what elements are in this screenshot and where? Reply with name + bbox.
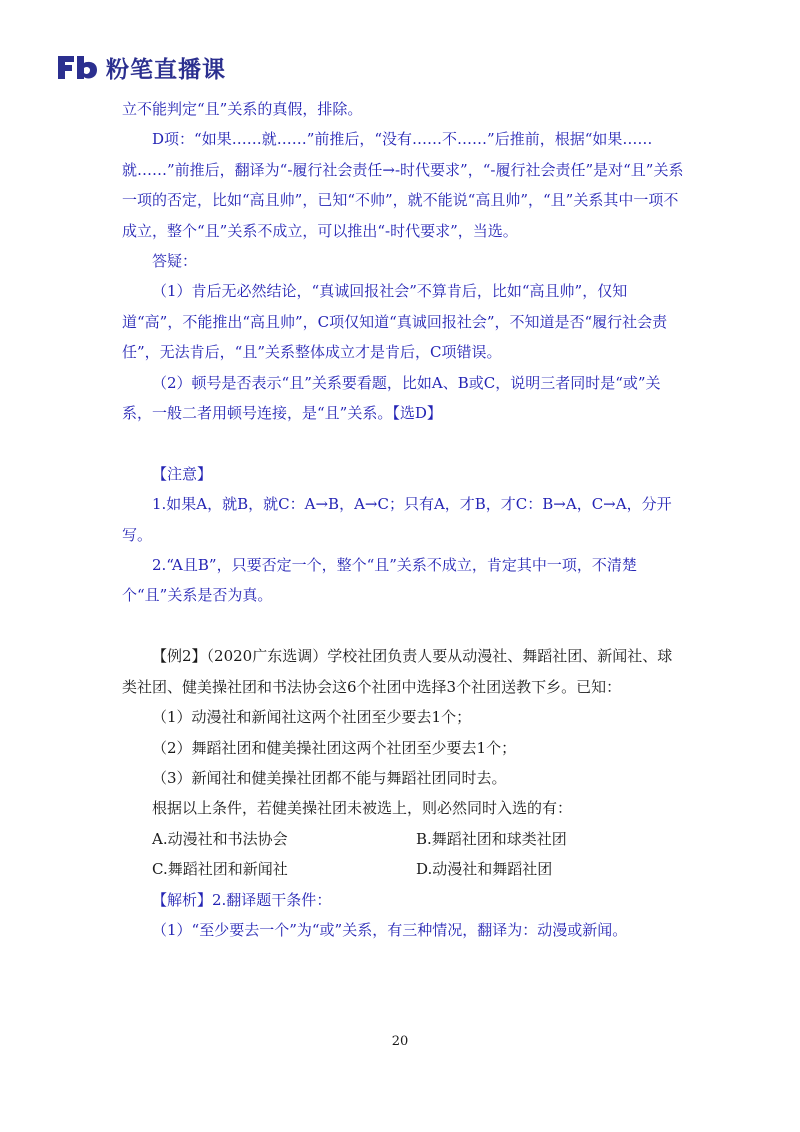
option-d: D.动漫社和舞蹈社团 — [416, 860, 553, 879]
spacer — [122, 428, 686, 458]
example-stem: 【例2】（2020广东选调）学校社团负责人要从动漫社、舞蹈社团、新闻社、球类社团、健美操社团和书法协会这6个社团中选择3个社团送教下乡。已知： — [122, 647, 673, 696]
analysis-item-1: （1）“至少要去一个”为“或”关系，有三种情况，翻译为：动漫或新闻。 — [152, 920, 628, 939]
options-row-1 — [122, 824, 686, 854]
option-c: C.舞蹈社团和新闻社 — [152, 860, 288, 879]
note-item-2: 2.“A且B”，只要否定一个，整个“且”关系不成立，肯定其中一项，不清楚个“且”关系是否为真。 — [122, 556, 637, 605]
question-text: 根据以上条件，若健美操社团未被选上，则必然同时入选的有： — [152, 799, 573, 818]
brand-name: 粉笔直播课 — [106, 56, 226, 83]
condition-1: （1）动漫社和新闻社这两个社团至少要去1个； — [152, 708, 472, 727]
note-title: 【注意】 — [152, 464, 213, 483]
options-row-2 — [122, 854, 686, 884]
analysis-title: 【解析】2.翻译题干条件： — [152, 890, 332, 909]
condition-2: （2）舞蹈社团和健美操社团这两个社团至少要去1个； — [152, 738, 517, 757]
qa-item-1: （1）肯后无必然结论，“真诚回报社会”不算肯后，比如“高且帅”，仅知道“高”，不能推出“高且帅”，C项仅知道“真诚回报社会”，不知道是否“履行社会责任”，无法肯后，“且”关系整体成立才是肯后，C项错误。 — [122, 282, 668, 362]
page-body — [122, 94, 686, 945]
analysis-continuation: 立不能判定“且”关系的真假，排除。 — [122, 100, 363, 118]
page-header — [56, 50, 226, 84]
condition-3: （3）新闻社和健美操社团都不能与舞蹈社团同时去。 — [152, 768, 507, 787]
spacer — [122, 611, 686, 641]
option-b: B.舞蹈社团和球类社团 — [416, 829, 567, 848]
note-item-1: 1.如果A，就B，就C：A→B，A→C；只有A，才B，才C：B→A，C→A，分开写。 — [122, 495, 672, 544]
qa-item-2: （2）顿号是否表示“且”关系要看题，比如A、B或C，说明三者同时是“或”关系，一般二者用顿号连接，是“且”关系。【选D】 — [122, 373, 661, 423]
option-d-analysis: D项：“如果……就……”前推后，“没有……不……”后推前，根据“如果……就……”前推后，翻译为“-履行社会责任→-时代要求”，“-履行社会责任”是对“且”关系一项的否定，比如“高且帅”，已知“不帅”，就不能说“高且帅”，“且”关系其中一项不成立，整个“且”关系不成立，可以推出“-时代要求”，当选。 — [122, 130, 684, 240]
page-number: 20 — [391, 1034, 409, 1049]
fb-logo-icon — [56, 52, 100, 82]
option-a: A.动漫社和书法协会 — [152, 829, 288, 848]
qa-title: 答疑： — [152, 252, 198, 271]
